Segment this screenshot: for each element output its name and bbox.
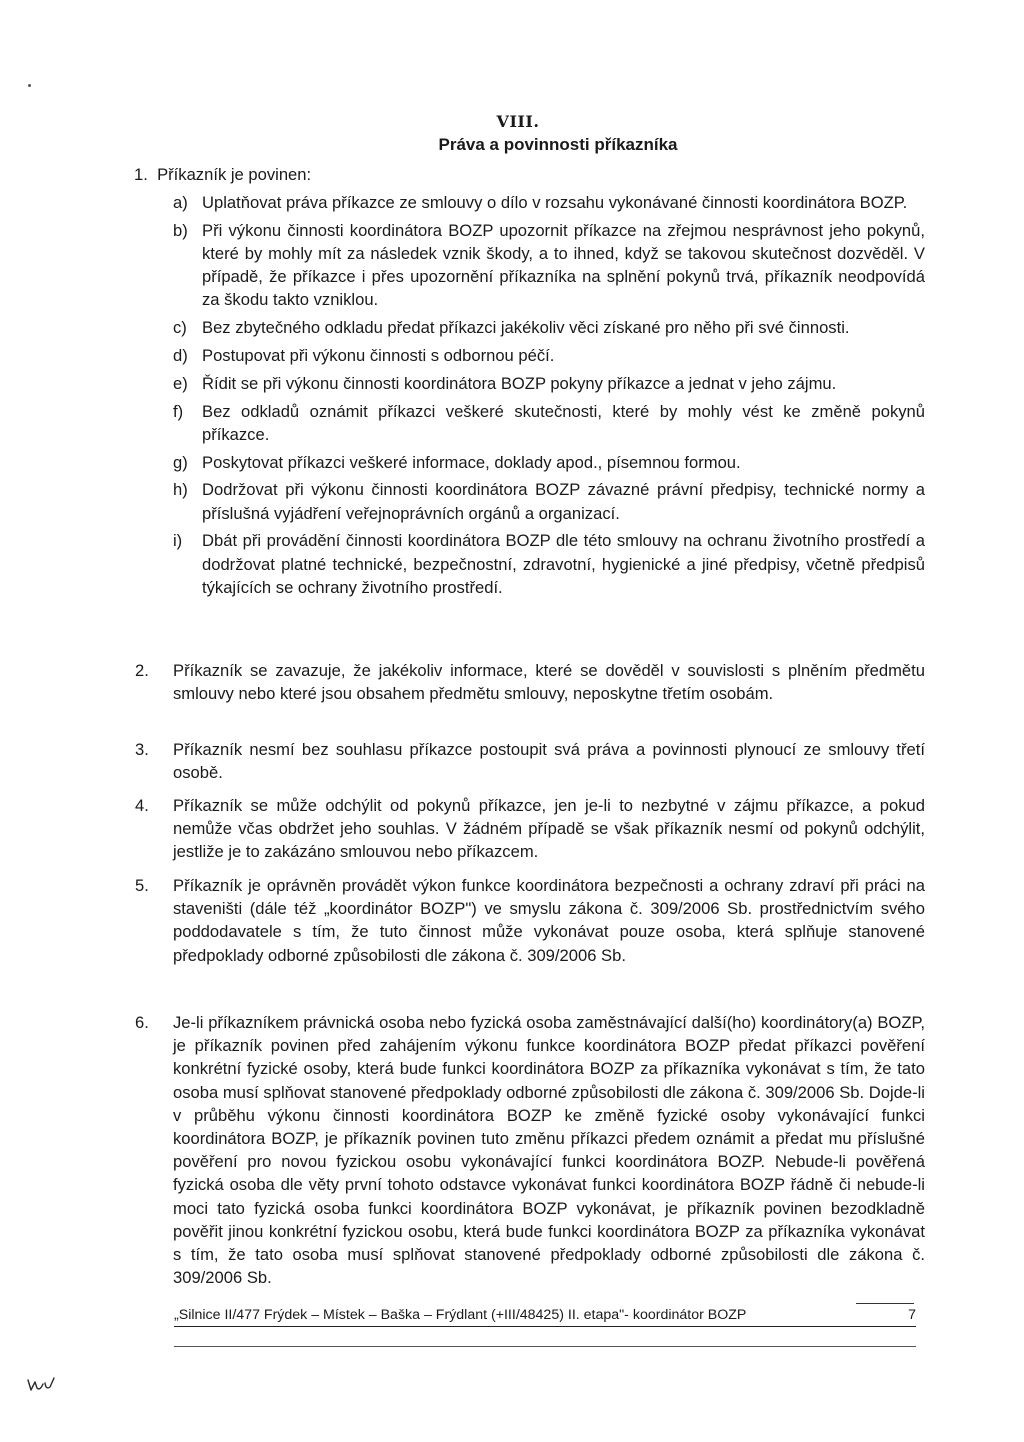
subitem-label: h) (173, 480, 188, 500)
item-number: 4. (135, 796, 149, 815)
subitem-text: Při výkonu činnosti koordinátora BOZP upozornit příkazce na zřejmou nesprávnost jeho pokynů, které by mohly mít za následek vznik škody, a to ihned, když se takovou skutečnost dozvěděl. V případě, že příkazce i přes upozornění příkazníka na splnění pokynů trvá, příkazník neodpovídá za škodu takto vzniklou. (202, 220, 925, 310)
subitem-text: Dbát při provádění činnosti koordinátora BOZP dle této smlouvy na ochranu životního prostředí a dodržovat platné technické, bezpečnostní, zdravotní, hygienické a jiné předpisy, včetně předpisů týkajících se ochrany životního prostředí. (202, 531, 925, 597)
item-1-number: 1. (134, 165, 148, 184)
section-number: VIII. (496, 112, 540, 131)
footer-page-rule (856, 1303, 914, 1304)
subitem-label: e) (173, 373, 188, 393)
subitem-text: Postupovat při výkonu činnosti s odbornou péčí. (202, 346, 555, 365)
footer-text: „Silnice II/477 Frýdek – Místek – Baška – Frýdlant (+III/48425) II. etapa"- koordinátor BOZP (174, 1307, 747, 1323)
item-5 (135, 874, 925, 967)
subitem-label: b) (173, 220, 188, 240)
footer-rule-lower (174, 1346, 916, 1347)
subitem-label: i) (173, 531, 183, 551)
subitem-text: Uplatňovat práva příkazce ze smlouvy o dílo v rozsahu vykonávané činnosti koordinátora BOZP. (202, 193, 908, 212)
subitem-text: Dodržovat při výkonu činnosti koordinátora BOZP závazné právní předpisy, technické normy a příslušná vyjádření veřejnoprávních orgánů a organizací. (202, 480, 925, 523)
subitem-f (173, 400, 925, 446)
subitem-label: a) (173, 193, 188, 212)
item-2 (135, 659, 925, 705)
subitem-g (173, 451, 925, 474)
subitem-text: Poskytovat příkazci veškeré informace, doklady apod., písemnou formou. (202, 452, 741, 472)
subitem-e (173, 372, 925, 395)
subitem-c (173, 316, 925, 339)
subitem-text: Bez odkladů oznámit příkazci veškeré skutečnosti, které by mohly vést ke změně pokynů příkazce. (202, 401, 925, 444)
handwritten-initials (26, 1374, 62, 1394)
item-text: Příkazník se zavazuje, že jakékoliv informace, které se dověděl v souvislosti s plněním předmětu smlouvy nebo které jsou obsahem předmětu smlouvy, neposkytne třetím osobám. (173, 661, 925, 704)
item-3 (135, 738, 925, 784)
subitem-d (173, 344, 925, 367)
subitem-i (173, 529, 925, 599)
item-number: 5. (135, 876, 149, 895)
item-1 (134, 163, 311, 186)
scan-dot (28, 84, 31, 87)
subitem-a (173, 191, 925, 214)
item-text: Příkazník nesmí bez souhlasu příkazce postoupit svá práva a povinnosti plynoucí ze smlouvy třetí osobě. (173, 740, 925, 783)
subitem-text: Řídit se při výkonu činnosti koordinátora BOZP pokyny příkazce a jednat v jeho zájmu. (202, 373, 837, 393)
item-1-subitems (173, 191, 925, 604)
item-text: Je-li příkazníkem právnická osoba nebo fyzická osoba zaměstnávající další(ho) koordinátory(a) BOZP, je příkazník povinen před zahájením výkonu funkce koordinátora BOZP předat příkazci pověření konkrétní fyzické osoby, která bude funkci koordinátora BOZP za příkazníka vykonávat s tím, že tato osoba musí splňovat stanovené předpoklady odborné způsobilosti dle zákona č. 309/2006 Sb. Dojde-li v průběhu výkonu činnosti koordinátora BOZP ke změně fyzické osoby vykonávající funkci koordinátora BOZP, je příkazník povinen tuto změnu příkazci předem oznámit a předat mu příslušné pověření pro novou fyzickou osobu vykonávající funkci koordinátora BOZP. Nebude-li pověřená fyzická osoba dle věty první tohoto odstavce vykonávat funkci koordinátora BOZP řádně či nebude-li moci tato fyzická osoba funkci koordinátora BOZP vykonávat, je příkazník povinen bezodkladně pověřit jinou konkrétní fyzickou osobu, která bude funkci koordinátora BOZP za příkazníka vykonávat s tím, že tato osoba musí splňovat stanovené předpoklady odborné způsobilosti dle zákona č. 309/2006 Sb. (173, 1013, 925, 1288)
item-number: 6. (135, 1013, 149, 1032)
item-4 (135, 794, 925, 864)
item-number: 3. (135, 740, 149, 759)
item-6 (135, 1011, 925, 1289)
item-text: Příkazník se může odchýlit od pokynů příkazce, jen je-li to nezbytné v zájmu příkazce, a pokud nemůže včas obdržet jeho souhlas. V žádném případě se však příkazník nesmí od pokynů odchýlit, jestliže je to zakázáno smlouvou nebo příkazcem. (173, 796, 925, 862)
item-1-text: Příkazník je povinen: (157, 165, 312, 184)
item-number: 2. (135, 661, 149, 680)
subitem-text: Bez zbytečného odkladu předat příkazci jakékoliv věci získané pro něho při své činnosti. (202, 318, 850, 338)
subitem-b (173, 219, 925, 312)
page-number: 7 (908, 1307, 916, 1323)
subitem-label: c) (173, 318, 187, 338)
section-title: Práva a povinnosti příkazníka (438, 135, 678, 154)
subitem-h (173, 478, 925, 524)
subitem-label: f) (173, 401, 184, 421)
footer-rule (174, 1326, 916, 1327)
subitem-label: d) (173, 346, 188, 365)
item-text: Příkazník je oprávněn provádět výkon funkce koordinátora bezpečnosti a ochrany zdraví při práci na staveništi (dále též „koordinátor BOZP") ve smyslu zákona č. 309/2006 Sb. prostřednictvím svého poddodavatele s tím, že tuto činnost může vykonávat pouze osoba, která splňuje stanovené předpoklady odborné způsobilosti dle zákona č. 309/2006 Sb. (173, 876, 925, 965)
subitem-label: g) (173, 452, 188, 472)
